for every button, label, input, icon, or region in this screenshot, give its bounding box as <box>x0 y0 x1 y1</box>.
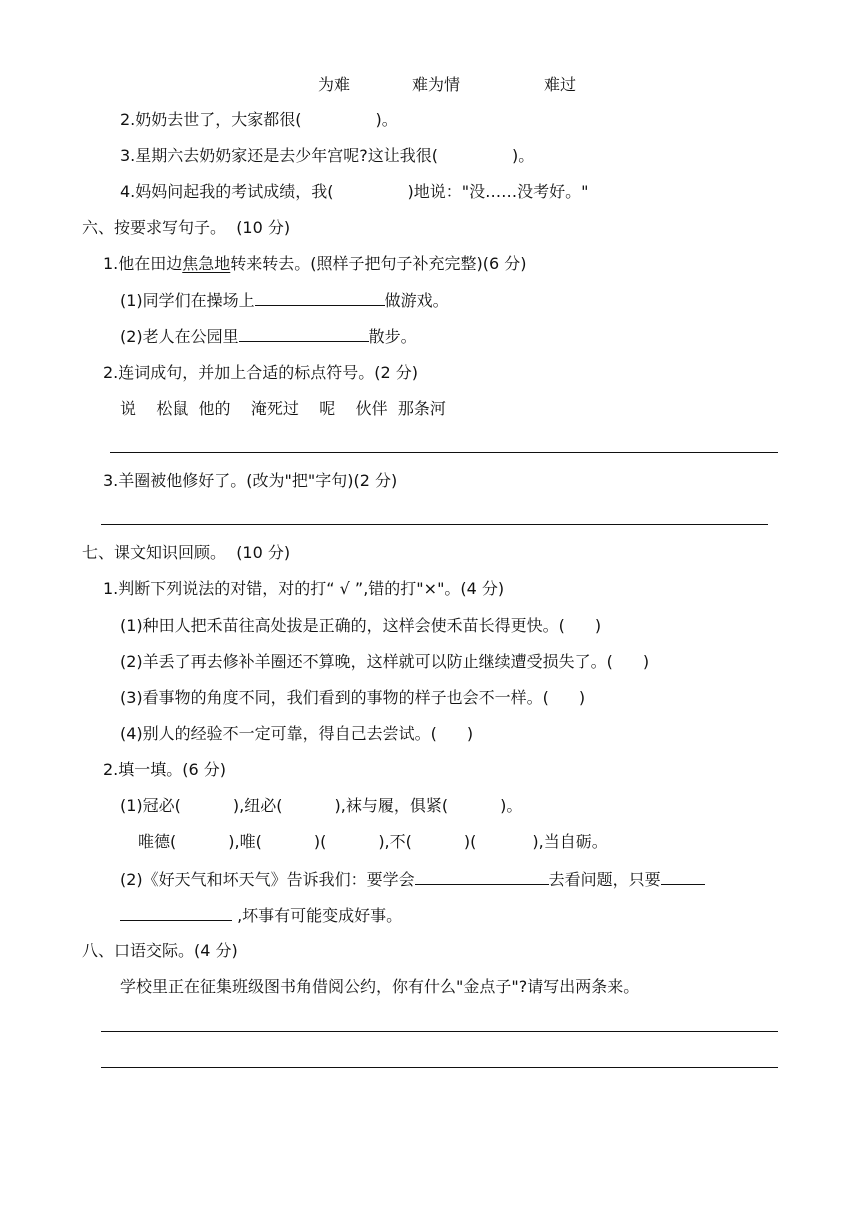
s6-question-3: 3.羊圈被他修好了。(改为"把"字句)(2 分) <box>103 471 398 490</box>
underlined-word: 焦急地 <box>182 254 231 273</box>
s6-question-1: 1.他在田边焦急地转来转去。(照样子把句子补充完整)(6 分) <box>103 254 527 273</box>
section-8-heading: 八、口语交际。(4 分) <box>82 941 238 960</box>
answer-line[interactable] <box>101 524 768 525</box>
fill-blank[interactable] <box>239 325 369 342</box>
s6-question-1-1: (1)同学们在操场上 做游戏。 <box>120 291 449 310</box>
s5-question-4: 4.妈妈问起我的考试成绩，我( )地说："没……没考好。" <box>120 182 589 201</box>
s5-question-2: 2.奶奶去世了，大家都很( )。 <box>120 110 398 129</box>
section-7-heading: 七、课文知识回顾。 (10 分) <box>82 543 291 562</box>
judge-item-4: (4)别人的经验不一定可靠，得自己去尝试。( ) <box>120 724 474 743</box>
fill-line-3: (2)《好天气和坏天气》告诉我们：要学会 去看问题，只要 <box>120 868 705 891</box>
answer-line[interactable] <box>101 1067 778 1068</box>
word-option-2: 难为情 <box>412 75 461 94</box>
s6-word-list: 说 松鼠 他的 淹死过 呢 伙伴 那条河 <box>120 399 446 418</box>
word-option-1: 为难 <box>318 75 351 94</box>
answer-line[interactable] <box>101 1031 778 1032</box>
s6-question-2: 2.连词成句，并加上合适的标点符号。(2 分) <box>103 363 419 382</box>
s8-prompt: 学校里正在征集班级图书角借阅公约，你有什么"金点子"?请写出两条来。 <box>120 977 640 996</box>
fill-blank[interactable] <box>255 289 385 306</box>
fill-line-1: (1)冠必( ),纽必( ),袜与履，俱紧( )。 <box>120 796 523 815</box>
s6-question-1-2: (2)老人在公园里 散步。 <box>120 327 417 346</box>
fill-blank[interactable] <box>415 868 549 885</box>
section-6-heading: 六、按要求写句子。 (10 分) <box>82 218 291 237</box>
judge-item-3: (3)看事物的角度不同，我们看到的事物的样子也会不一样。( ) <box>120 688 586 707</box>
word-option-3: 难过 <box>544 75 577 94</box>
s7-question-1: 1.判断下列说法的对错，对的打“ √ ”,错的打"×"。(4 分) <box>103 579 505 598</box>
answer-line[interactable] <box>110 452 778 453</box>
fill-line-4: ,坏事有可能变成好事。 <box>120 904 402 927</box>
fill-blank[interactable] <box>120 904 232 921</box>
fill-line-2: 唯德( ),唯( )( ),不( )( ),当自砺。 <box>138 832 608 851</box>
fill-blank[interactable] <box>661 868 705 885</box>
judge-item-1: (1)种田人把禾苗往高处拔是正确的，这样会使禾苗长得更快。( ) <box>120 616 602 635</box>
s7-question-2: 2.填一填。(6 分) <box>103 760 227 779</box>
s5-question-3: 3.星期六去奶奶家还是去少年宫呢?这让我很( )。 <box>120 146 535 165</box>
judge-item-2: (2)羊丢了再去修补羊圈还不算晚，这样就可以防止继续遭受损失了。( ) <box>120 652 650 671</box>
